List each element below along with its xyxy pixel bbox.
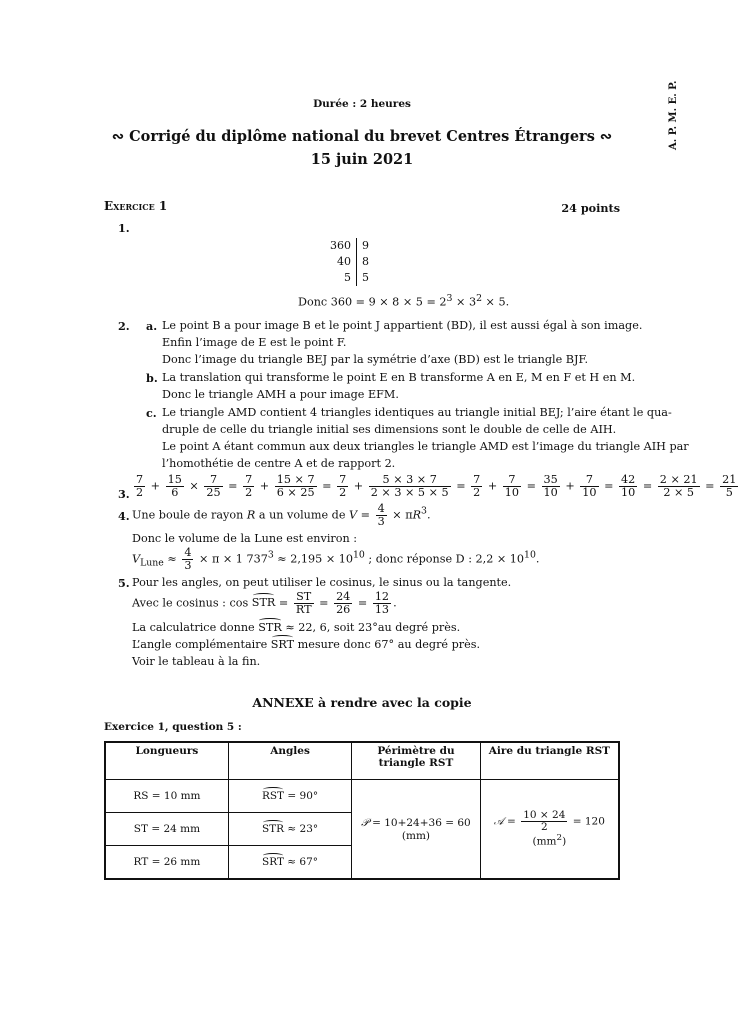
header-lengths: Longueurs: [105, 742, 228, 780]
numerator: 7: [204, 474, 222, 487]
fraction: [658, 474, 700, 499]
denominator: 6 × 25: [276, 485, 315, 499]
math-text: =: [452, 479, 470, 493]
q3-expression: [132, 474, 740, 499]
math-text: =: [701, 479, 719, 493]
angle: STR: [258, 621, 282, 634]
numerator: 4: [377, 502, 385, 515]
q5-line5: [132, 655, 260, 669]
annex-title: ANNEXE à rendre avec la copie: [252, 695, 472, 710]
numerator: 35: [543, 473, 558, 486]
annex-table: [104, 741, 620, 880]
math-variable: 𝒜: [493, 815, 504, 828]
numerator: 5 × 3 × 7: [369, 474, 451, 487]
header-area: Aire du triangle RST: [480, 742, 619, 780]
fraction: [182, 547, 193, 572]
q4-line1: [132, 503, 431, 528]
numerator: ST: [294, 591, 314, 604]
denominator: 10: [504, 485, 520, 499]
numerator: 2 × 21: [659, 473, 698, 486]
math-text: × 3: [452, 295, 477, 309]
fraction: [580, 474, 598, 499]
numerator: 7: [136, 473, 144, 486]
q2-b-line: Donc le triangle AMH a pour image EFM.: [162, 388, 399, 401]
denominator: 10: [621, 485, 636, 499]
math-text: ≈ 67°: [283, 856, 319, 868]
superscript: 3: [446, 293, 453, 304]
superscript: 3: [421, 505, 427, 517]
angle-srt: [228, 846, 351, 880]
denominator: 3: [377, 514, 385, 528]
math-variable: R: [246, 508, 256, 522]
math-variable: V: [349, 508, 358, 522]
numerator: 4: [184, 546, 192, 559]
fraction: [369, 474, 451, 499]
header-perimeter: Périmètre du triangle RST: [352, 742, 481, 780]
perimeter-cell: [352, 780, 481, 880]
q2-c-line: druple de celle du triangle initial ses dimensions sont le double de celle de AIH.: [162, 423, 617, 436]
math-text: = 120 (mm: [532, 815, 605, 848]
q1-number: 1.: [118, 221, 130, 235]
denominator: 2: [473, 485, 481, 499]
math-text: =: [224, 479, 242, 493]
q2-c-line: l’homothétie de centre A et de rapport 2.: [162, 457, 396, 470]
fraction: [294, 591, 314, 616]
division-row: [325, 254, 374, 270]
numerator: 24: [336, 590, 351, 603]
fraction: [337, 474, 348, 499]
divisor: 9: [362, 239, 369, 252]
fraction: [619, 474, 637, 499]
angle: STR: [261, 823, 285, 835]
divisor: 5: [362, 271, 369, 284]
superscript: 10: [524, 549, 536, 561]
divisor: 8: [362, 255, 369, 268]
superscript: 2: [556, 833, 563, 844]
math-text: =: [639, 479, 656, 493]
fraction: [471, 474, 482, 499]
q5-number: 5.: [118, 576, 130, 590]
fraction: [166, 474, 184, 499]
math-text: × π: [388, 508, 413, 522]
dividend: 360: [325, 238, 357, 254]
denominator: 10: [543, 485, 558, 499]
fraction: [275, 474, 317, 499]
q2-c-line: Le triangle AMD contient 4 triangles identiques au triangle initial BEJ; l’aire étant le qua-: [162, 406, 672, 419]
math-text: La calculatrice donne: [132, 621, 259, 634]
numerator: 7: [503, 474, 521, 487]
denominator: 2: [245, 485, 253, 499]
numerator: 42: [621, 473, 636, 486]
math-text: Donc le volume de la Lune est environ :: [132, 532, 358, 545]
math-text: .: [393, 596, 397, 610]
numerator: 7: [473, 473, 481, 486]
q2-a-line: Le point B a pour image B et le point J appartient (BD), il est aussi égal à son image.: [162, 319, 643, 332]
math-text: .: [535, 552, 540, 566]
fraction: [373, 591, 391, 616]
exercise-points: 24 points: [561, 201, 620, 215]
fraction: [720, 474, 738, 499]
math-text: = 10+24+36 = 60 (mm): [368, 816, 471, 842]
q2-c-label: c.: [146, 406, 157, 420]
q5-line1: [132, 576, 511, 590]
fraction: [503, 474, 521, 499]
q2-b-line: La translation qui transforme le point E en B transforme A en E, M en F et H en M.: [162, 371, 636, 384]
denominator: 2: [540, 821, 548, 834]
length-st: ST = 24 mm: [105, 813, 228, 846]
q2-a-line: Enfin l’image de E est le point F.: [162, 336, 347, 349]
math-text: =: [503, 815, 520, 828]
math-variable: R: [412, 508, 421, 522]
length-rt: RT = 26 mm: [105, 846, 228, 880]
fraction: [521, 810, 567, 833]
math-text: .: [426, 508, 431, 522]
q2-c-line: Le point A étant commun aux deux triangles le triangle AMD est l’image du triangle AIH par: [162, 440, 689, 453]
q2-a-label: a.: [146, 319, 158, 333]
angle-str: [228, 813, 351, 846]
math-text: Voir le tableau à la fin.: [132, 655, 261, 668]
math-text: +: [484, 479, 501, 493]
q4-line3: [132, 547, 539, 572]
fraction: [334, 591, 352, 616]
q5-line2: [132, 591, 397, 616]
page-title: ∾ Corrigé du diplôme national du brevet Centres Étrangers ∾: [111, 128, 613, 145]
numerator: 7: [245, 473, 253, 486]
denominator: 13: [374, 602, 390, 616]
subscript: Lune: [140, 557, 164, 569]
math-text: +: [147, 479, 164, 493]
duration: Durée : 2 heures: [313, 98, 411, 110]
fraction: [376, 503, 387, 528]
math-text: a un volume de: [255, 508, 349, 522]
denominator: 2 × 3 × 5 × 5: [370, 485, 449, 499]
table-header-row: [105, 742, 619, 780]
math-text: =: [354, 596, 371, 610]
exam-date: 15 juin 2021: [310, 151, 414, 168]
math-text: mesure donc 67° au degré près.: [294, 638, 481, 651]
math-text: =: [318, 479, 336, 493]
math-text: Avec le cosinus : cos: [132, 596, 252, 610]
q1-conclusion: [298, 292, 509, 310]
math-text: Donc 360 = 9 × 8 × 5 = 2: [298, 295, 447, 309]
dividend: 40: [325, 254, 357, 270]
math-text: Une boule de rayon: [132, 508, 247, 522]
math-text: ×: [185, 479, 203, 493]
math-variable: 𝒫: [361, 816, 369, 829]
q5-line4: [132, 638, 480, 652]
angle: RST: [261, 790, 285, 802]
denominator: 26: [336, 602, 351, 616]
math-text: ≈ 2,195 × 10: [273, 552, 353, 566]
q3-number: 3.: [118, 487, 130, 501]
denominator: 10: [582, 485, 597, 499]
q2-a-line: Donc l’image du triangle BEJ par la symétrie d’axe (BD) est le triangle BJF.: [162, 353, 589, 366]
math-text: +: [350, 479, 367, 493]
table-row: [105, 780, 619, 813]
fraction: [243, 474, 254, 499]
side-label: A. P. M. E. P.: [668, 80, 679, 150]
superscript: 2: [476, 293, 482, 304]
math-text: ; donc réponse D : 2,2 × 10: [364, 552, 525, 566]
angle-rst: [228, 780, 351, 813]
math-text: Pour les angles, on peut utiliser le cosinus, le sinus ou la tangente.: [132, 576, 512, 589]
numerator: 15: [167, 473, 182, 486]
math-text: ): [562, 835, 567, 848]
denominator: 2 × 5: [663, 485, 695, 499]
q5-line3: [132, 621, 460, 635]
angle: SRT: [262, 856, 284, 868]
math-text: =: [357, 508, 374, 522]
q4-number: 4.: [118, 509, 130, 523]
math-text: ≈: [163, 552, 181, 566]
math-text: =: [275, 596, 292, 610]
math-text: × π × 1 737: [195, 552, 268, 566]
math-text: =: [523, 479, 540, 493]
q4-line2: [132, 532, 357, 546]
superscript: 10: [353, 549, 365, 561]
numerator: 7: [339, 473, 347, 486]
angle: STR: [251, 596, 276, 610]
denominator: 3: [184, 558, 192, 572]
q2-b-label: b.: [146, 371, 158, 385]
numerator: 10 × 24: [523, 809, 566, 822]
denominator: RT: [295, 602, 312, 616]
numerator: 12: [374, 590, 390, 603]
header-angles: Angles: [228, 742, 351, 780]
division-row: [325, 270, 374, 286]
denominator: 25: [206, 485, 221, 499]
division-row: [325, 238, 374, 254]
denominator: 2: [339, 485, 347, 499]
length-rs: RS = 10 mm: [105, 780, 228, 813]
q2-number: 2.: [118, 319, 130, 333]
math-text: +: [256, 479, 273, 493]
area-cell: [480, 780, 619, 880]
annex-subtitle: Exercice 1, question 5 :: [104, 721, 242, 733]
angle: SRT: [270, 638, 295, 651]
math-text: × 5.: [482, 295, 510, 309]
math-text: = 90°: [284, 790, 319, 802]
numerator: 21: [722, 473, 737, 486]
numerator: 7: [580, 474, 598, 487]
math-text: =: [600, 479, 618, 493]
math-text: ≈ 23°: [284, 823, 319, 835]
fraction: [134, 474, 145, 499]
math-text: =: [315, 596, 333, 610]
superscript: 3: [267, 549, 274, 561]
fraction: [542, 474, 560, 499]
dividend: 5: [325, 270, 357, 286]
denominator: 6: [171, 485, 179, 499]
numerator: 15 × 7: [276, 473, 315, 486]
math-variable: V: [132, 552, 141, 566]
division-table: [325, 238, 374, 286]
exercise-title: Exercice 1: [104, 199, 168, 213]
math-text: ≈ 22, 6, soit 23°au degré près.: [281, 621, 461, 634]
fraction: [204, 474, 222, 499]
math-text: +: [561, 479, 579, 493]
denominator: 5: [725, 485, 733, 499]
denominator: 2: [136, 485, 144, 499]
math-text: L’angle complémentaire: [132, 638, 271, 651]
